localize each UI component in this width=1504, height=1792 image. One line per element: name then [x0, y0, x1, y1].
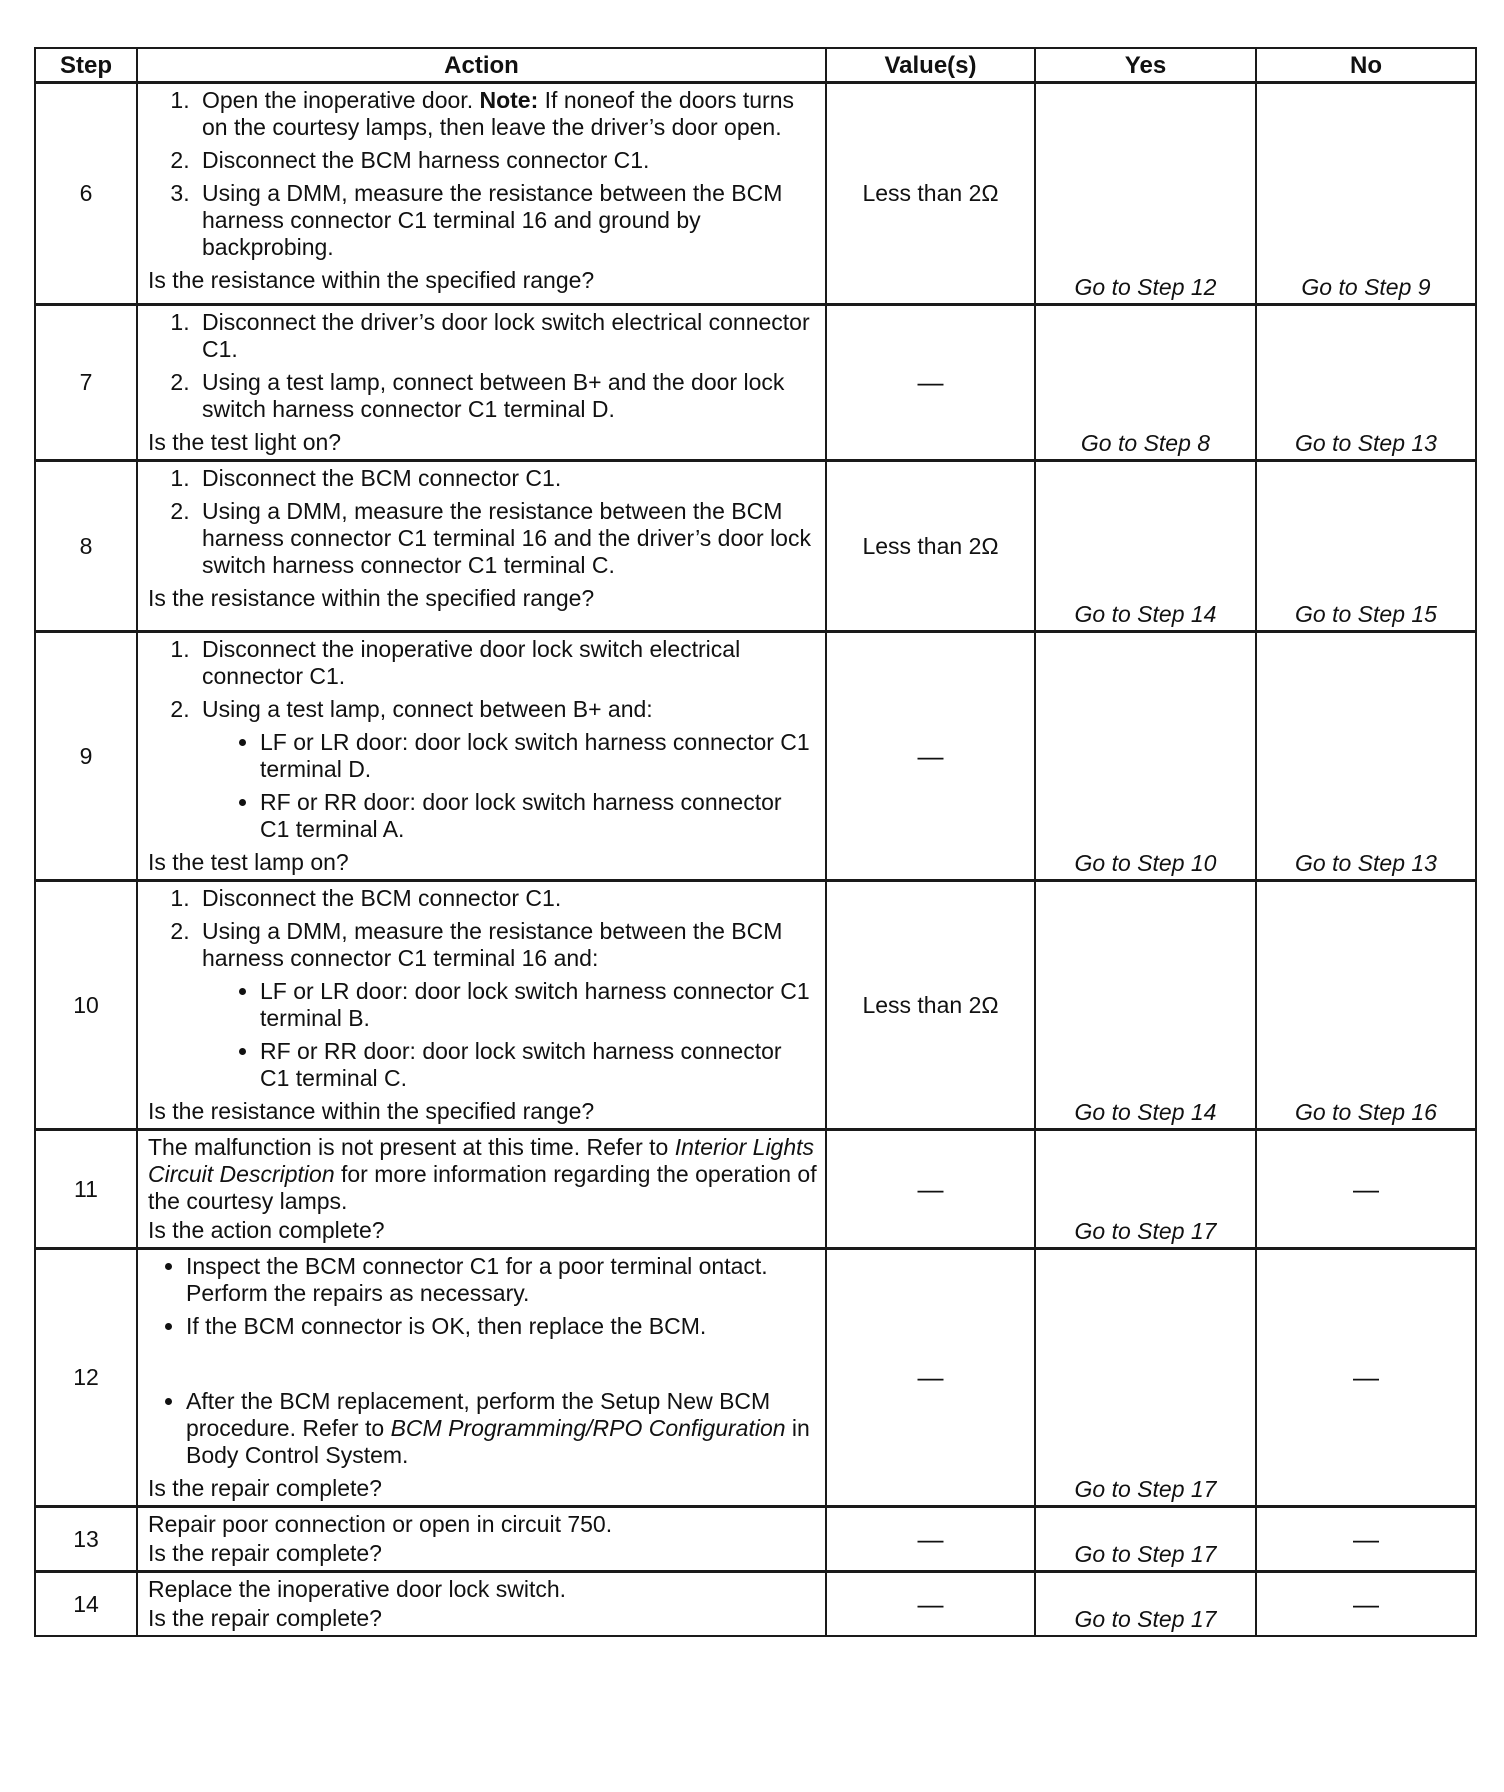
step-number: 6	[35, 83, 137, 305]
action-text: The malfunction is not present at this time. Refer to	[148, 1134, 675, 1160]
action-cell	[137, 1572, 826, 1637]
no-cell: —	[1256, 1507, 1476, 1572]
action-steps	[148, 636, 817, 843]
action-cell	[137, 1130, 826, 1249]
action-steps	[148, 465, 817, 579]
action-cell	[137, 305, 826, 461]
step-number: 10	[35, 881, 137, 1130]
diagnostic-table	[34, 47, 1477, 1637]
value-cell: Less than 2Ω	[826, 461, 1035, 632]
step-number: 14	[35, 1572, 137, 1637]
action-cell	[137, 1507, 826, 1572]
table-row-step-7	[35, 305, 1476, 461]
table-row-step-6	[35, 83, 1476, 305]
step-number: 12	[35, 1249, 137, 1507]
action-paragraph: Repair poor connection or open in circuit 750.	[148, 1511, 613, 1537]
bullet-item: • RF or RR door: door lock switch harness connector C1 terminal C.	[260, 1038, 817, 1092]
action-cell	[137, 1249, 826, 1507]
document-reference: BCM Programming/RPO Configuration	[390, 1415, 786, 1441]
action-text: If noneof the doors turns on the courtesy lamps, then leave the driver’s door open.	[202, 87, 794, 140]
document-reference: Interior Lights Circuit Description	[148, 1134, 815, 1187]
no-cell: —	[1256, 1130, 1476, 1249]
bullet-item: • RF or RR door: door lock switch harness connector C1 terminal A.	[260, 789, 817, 843]
step-number: 13	[35, 1507, 137, 1572]
yes-cell: Go to Step 17	[1035, 1572, 1256, 1637]
no-cell: Go to Step 9	[1256, 83, 1476, 305]
action-step: 2. Disconnect the BCM harness connector C1.	[196, 147, 817, 174]
action-paragraph: Replace the inoperative door lock switch.	[148, 1576, 567, 1602]
action-cell	[137, 881, 826, 1130]
action-question: Is the repair complete?	[148, 1605, 382, 1631]
action-question: Is the resistance within the specified range?	[148, 267, 595, 293]
step-number: 7	[35, 305, 137, 461]
action-question: Is the action complete?	[148, 1217, 385, 1243]
no-cell: —	[1256, 1572, 1476, 1637]
bullet-item: • LF or LR door: door lock switch harness connector C1 terminal D.	[260, 729, 817, 783]
value-cell: —	[826, 1130, 1035, 1249]
action-step: 1. Disconnect the BCM connector C1.	[196, 465, 817, 492]
no-cell: Go to Step 15	[1256, 461, 1476, 632]
action-cell	[137, 461, 826, 632]
step-number: 9	[35, 632, 137, 881]
yes-cell: Go to Step 12	[1035, 83, 1256, 305]
action-text: in Body Control System.	[186, 1415, 810, 1468]
bullet-item: • Inspect the BCM connector C1 for a poor terminal ontact. Perform the repairs as necessary.	[186, 1253, 817, 1307]
bullet-item: • If the BCM connector is OK, then replace the BCM.	[186, 1313, 817, 1340]
yes-cell: Go to Step 17	[1035, 1130, 1256, 1249]
yes-cell: Go to Step 14	[1035, 881, 1256, 1130]
yes-cell: Go to Step 17	[1035, 1507, 1256, 1572]
action-question: Is the test lamp on?	[148, 849, 349, 875]
action-text: for more information regarding the operation of the courtesy lamps.	[148, 1161, 817, 1214]
action-step: 1. Disconnect the inoperative door lock switch electrical connector C1.	[196, 636, 817, 690]
value-cell: Less than 2Ω	[826, 83, 1035, 305]
value-cell: —	[826, 632, 1035, 881]
no-cell: Go to Step 16	[1256, 881, 1476, 1130]
action-steps	[148, 309, 817, 423]
action-cell	[137, 83, 826, 305]
table-row-step-11	[35, 1130, 1476, 1249]
header-step: Step	[35, 48, 137, 83]
action-text: Using a DMM, measure the resistance between the BCM harness connector C1 terminal 16 and:	[202, 918, 783, 971]
action-bullets	[202, 978, 817, 1092]
action-text: Open the inoperative door.	[202, 87, 480, 113]
action-text: After the BCM replacement, perform the Setup New BCM procedure. Refer to	[186, 1388, 771, 1441]
header-no: No	[1256, 48, 1476, 83]
header-action: Action	[137, 48, 826, 83]
action-bullets	[202, 729, 817, 843]
action-steps	[148, 885, 817, 1092]
value-cell: Less than 2Ω	[826, 881, 1035, 1130]
header-values: Value(s)	[826, 48, 1035, 83]
step-number: 8	[35, 461, 137, 632]
action-question: Is the repair complete?	[148, 1540, 382, 1566]
value-cell: —	[826, 1507, 1035, 1572]
table-row-step-14	[35, 1572, 1476, 1637]
table-row-step-10	[35, 881, 1476, 1130]
action-question: Is the test light on?	[148, 429, 342, 455]
spacer	[186, 1346, 817, 1388]
action-step	[196, 918, 817, 1092]
step-number: 11	[35, 1130, 137, 1249]
table-row-step-8	[35, 461, 1476, 632]
value-cell: —	[826, 305, 1035, 461]
action-step: 2. Using a DMM, measure the resistance between the BCM harness connector C1 terminal 16 and the driver’s door lock switch harness connector C1 terminal C.	[196, 498, 817, 579]
action-question: Is the resistance within the specified range?	[148, 585, 595, 611]
no-cell: —	[1256, 1249, 1476, 1507]
action-step: 1. Disconnect the BCM connector C1.	[196, 885, 817, 912]
action-step: 3. Using a DMM, measure the resistance between the BCM harness connector C1 terminal 16 and ground by backprobing.	[196, 180, 817, 261]
action-question: Is the repair complete?	[148, 1475, 382, 1501]
bullet-item: • LF or LR door: door lock switch harness connector C1 terminal B.	[260, 978, 817, 1032]
value-cell: —	[826, 1572, 1035, 1637]
action-paragraph	[148, 1134, 817, 1215]
bullet-item	[186, 1388, 817, 1469]
action-text: Using a test lamp, connect between B+ and:	[202, 696, 653, 722]
table-row-step-12	[35, 1249, 1476, 1507]
table-row-step-9	[35, 632, 1476, 881]
action-bullets	[148, 1253, 817, 1469]
yes-cell: Go to Step 14	[1035, 461, 1256, 632]
action-question: Is the resistance within the specified range?	[148, 1098, 595, 1124]
table-row-step-13	[35, 1507, 1476, 1572]
action-cell	[137, 632, 826, 881]
yes-cell: Go to Step 8	[1035, 305, 1256, 461]
action-step	[196, 87, 817, 141]
no-cell: Go to Step 13	[1256, 305, 1476, 461]
action-step: 2. Using a test lamp, connect between B+ and the door lock switch harness connector C1 terminal D.	[196, 369, 817, 423]
action-step: 1. Disconnect the driver’s door lock switch electrical connector C1.	[196, 309, 817, 363]
note-label: Note:	[479, 87, 539, 113]
table-header-row	[35, 48, 1476, 83]
action-step	[196, 696, 817, 843]
value-cell: —	[826, 1249, 1035, 1507]
yes-cell: Go to Step 17	[1035, 1249, 1256, 1507]
yes-cell: Go to Step 10	[1035, 632, 1256, 881]
no-cell: Go to Step 13	[1256, 632, 1476, 881]
action-steps	[148, 87, 817, 261]
header-yes: Yes	[1035, 48, 1256, 83]
